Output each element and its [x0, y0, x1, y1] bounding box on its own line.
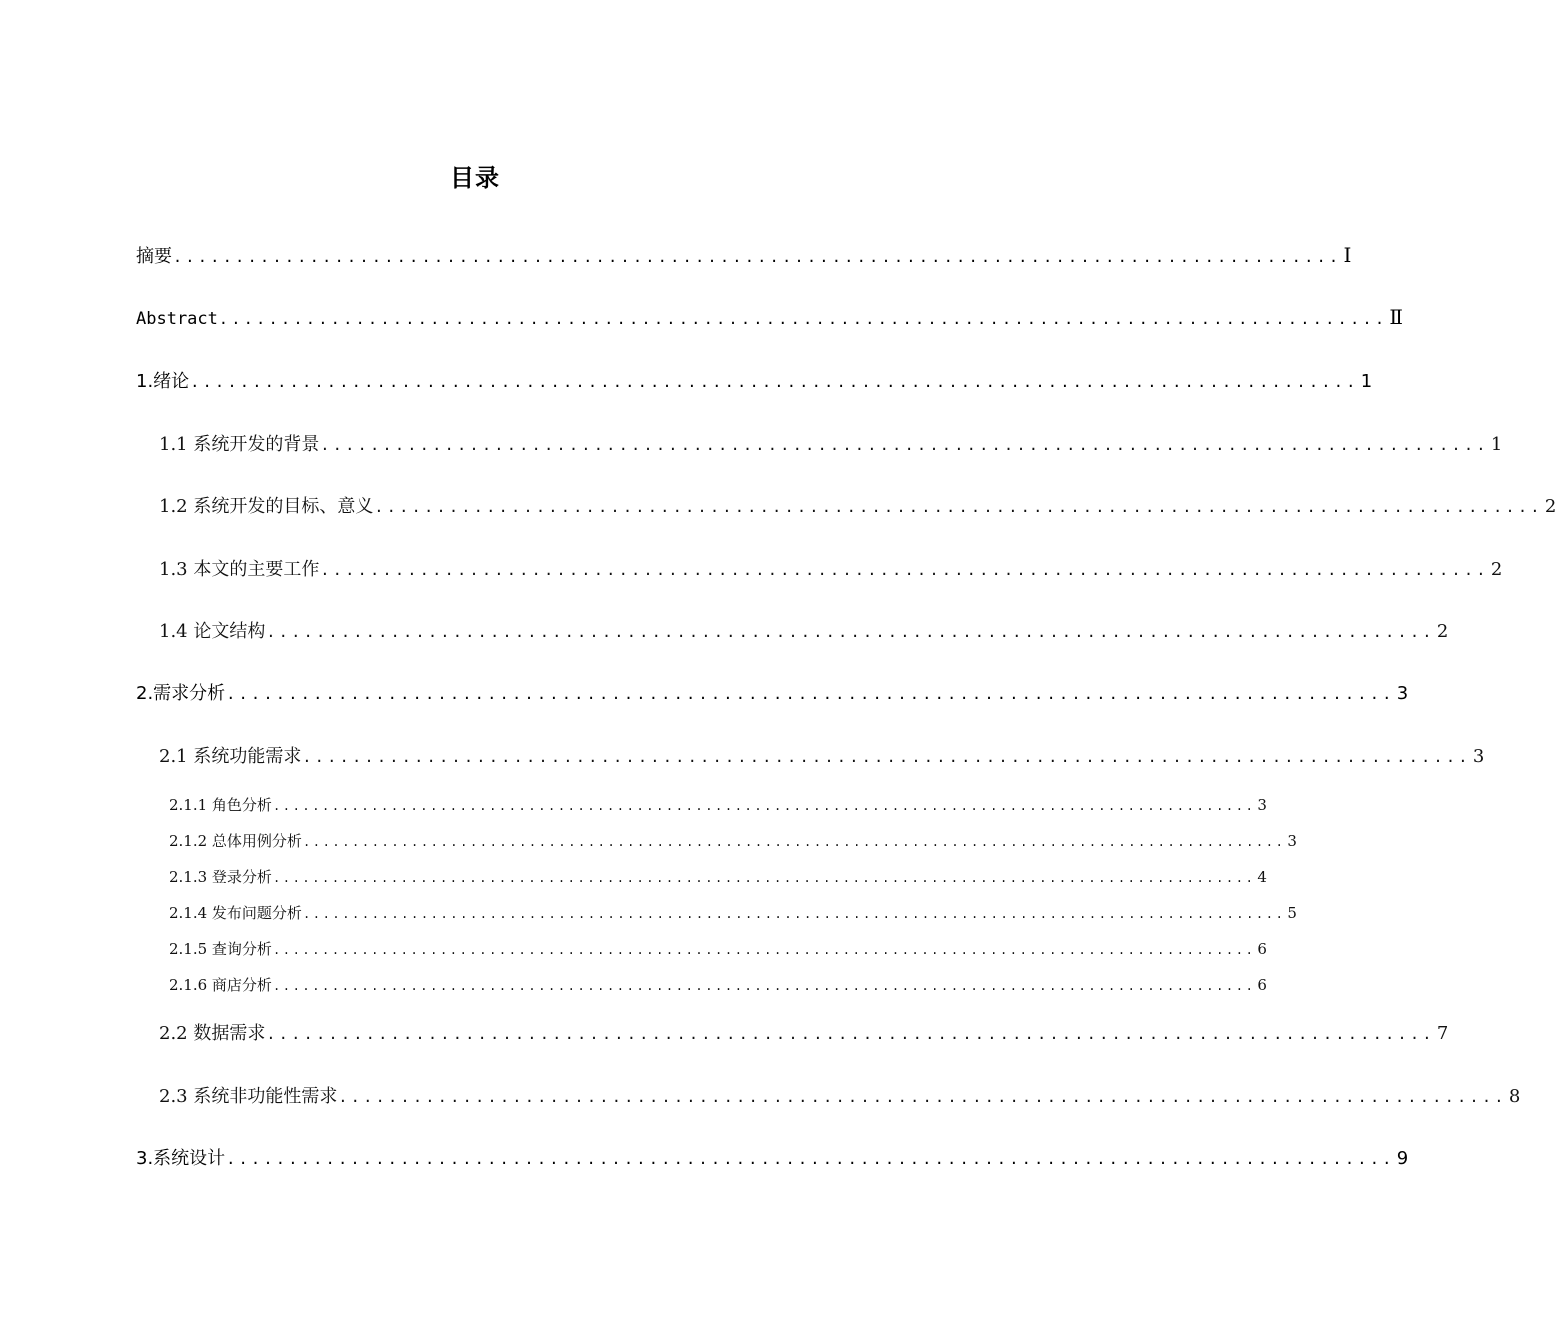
toc-entry-label: 2.1.2 总体用例分析 [169, 832, 302, 850]
toc-leader-dots: .................................................................................................... [272, 799, 1256, 813]
toc-entry-page: 5 [1287, 904, 1297, 922]
toc-leader-dots: .............................................................................................. [338, 1088, 1507, 1106]
toc-entry-label: 摘要 [136, 246, 172, 267]
toc-entry-page: 3 [1257, 796, 1267, 814]
toc-leader-dots: .............................................................................................. [226, 685, 1395, 703]
toc-entry-page: 2 [1544, 496, 1556, 517]
toc-entry-section-2-1-4[interactable] [169, 902, 1297, 922]
toc-entry-label: 3.系统设计 [136, 1148, 226, 1169]
toc-entry-label: 1.2 系统开发的目标、意义 [159, 496, 374, 517]
toc-entry-section-2-3[interactable] [159, 1082, 1521, 1108]
toc-entry-section-1-2[interactable] [159, 492, 1556, 518]
toc-entry-chapter-1[interactable] [136, 367, 1373, 393]
toc-entry-label: 2.1.5 查询分析 [169, 940, 272, 958]
toc-leader-dots: .................................................................................................... [302, 835, 1286, 849]
toc-entry-section-2-1-1[interactable] [169, 794, 1267, 814]
toc-entry-page: 2 [1436, 621, 1449, 642]
toc-entry-page: 1 [1490, 434, 1503, 455]
toc-entry-section-2-1-5[interactable] [169, 938, 1267, 958]
toc-entry-label: 1.4 论文结构 [159, 621, 266, 642]
toc-leader-dots: .................................................................................................... [302, 907, 1286, 921]
toc-leader-dots: .............................................................................................. [302, 748, 1471, 766]
toc-entry-label: 2.1.4 发布问题分析 [169, 904, 302, 922]
toc-entry-label: 2.2 数据需求 [159, 1023, 266, 1044]
toc-leader-dots: .............................................................................................. [374, 498, 1543, 516]
toc-entry-abstract-cn[interactable] [136, 242, 1352, 268]
toc-entry-label: 2.1.3 登录分析 [169, 868, 272, 886]
toc-entry-label: 1.1 系统开发的背景 [159, 434, 320, 455]
toc-leader-dots: .............................................................................................. [320, 561, 1489, 579]
toc-entry-label: 2.需求分析 [136, 683, 226, 704]
toc-entry-section-1-1[interactable] [159, 430, 1503, 456]
toc-entry-section-2-1[interactable] [159, 742, 1485, 768]
toc-entry-label: Abstract [136, 309, 218, 329]
toc-entry-page: 4 [1257, 868, 1267, 886]
toc-entry-page: 8 [1508, 1086, 1521, 1107]
toc-entry-page: 7 [1436, 1023, 1449, 1044]
toc-leader-dots: .................................................................................................... [272, 871, 1256, 885]
toc-entry-page: 6 [1257, 976, 1267, 994]
toc-entry-page: Ⅰ [1343, 243, 1352, 267]
toc-entry-page: 1 [1360, 371, 1373, 392]
toc-entry-section-2-1-6[interactable] [169, 974, 1267, 994]
toc-entry-section-2-2[interactable] [159, 1019, 1449, 1045]
toc-entry-chapter-3[interactable] [136, 1144, 1409, 1170]
toc-entry-label: 2.1.6 商店分析 [169, 976, 272, 994]
toc-leader-dots: .............................................................................................. [173, 248, 1342, 266]
toc-leader-dots: .............................................................................................. [218, 310, 1388, 328]
toc-entry-label: 1.3 本文的主要工作 [159, 559, 320, 580]
toc-entry-page: 2 [1490, 559, 1503, 580]
toc-entry-section-2-1-2[interactable] [169, 830, 1297, 850]
toc-entry-label: 1.绪论 [136, 371, 190, 392]
toc-entry-section-1-3[interactable] [159, 555, 1503, 581]
toc-entry-page: 3 [1287, 832, 1297, 850]
toc-entry-abstract-en[interactable] [136, 305, 1403, 331]
toc-entry-section-1-4[interactable] [159, 617, 1449, 643]
page-title: 目录 [450, 164, 500, 192]
toc-entry-chapter-2[interactable] [136, 679, 1409, 705]
toc-leader-dots: .................................................................................................... [272, 979, 1256, 993]
toc-leader-dots: .............................................................................................. [320, 436, 1489, 454]
toc-leader-dots: .............................................................................................. [190, 373, 1359, 391]
toc-entry-label: 2.3 系统非功能性需求 [159, 1086, 338, 1107]
toc-leader-dots: .............................................................................................. [266, 623, 1435, 641]
toc-entry-page: 3 [1396, 683, 1409, 704]
toc-leader-dots: .............................................................................................. [226, 1150, 1395, 1168]
toc-entry-page: 3 [1472, 746, 1485, 767]
toc-leader-dots: .................................................................................................... [272, 943, 1256, 957]
toc-entry-label: 2.1 系统功能需求 [159, 746, 302, 767]
toc-entry-label: 2.1.1 角色分析 [169, 796, 272, 814]
toc-leader-dots: .............................................................................................. [266, 1025, 1435, 1043]
toc-entry-section-2-1-3[interactable] [169, 866, 1267, 886]
toc-entry-page: 6 [1257, 940, 1267, 958]
toc-entry-page: 9 [1396, 1148, 1409, 1169]
toc-entry-page: Ⅱ [1389, 305, 1403, 329]
